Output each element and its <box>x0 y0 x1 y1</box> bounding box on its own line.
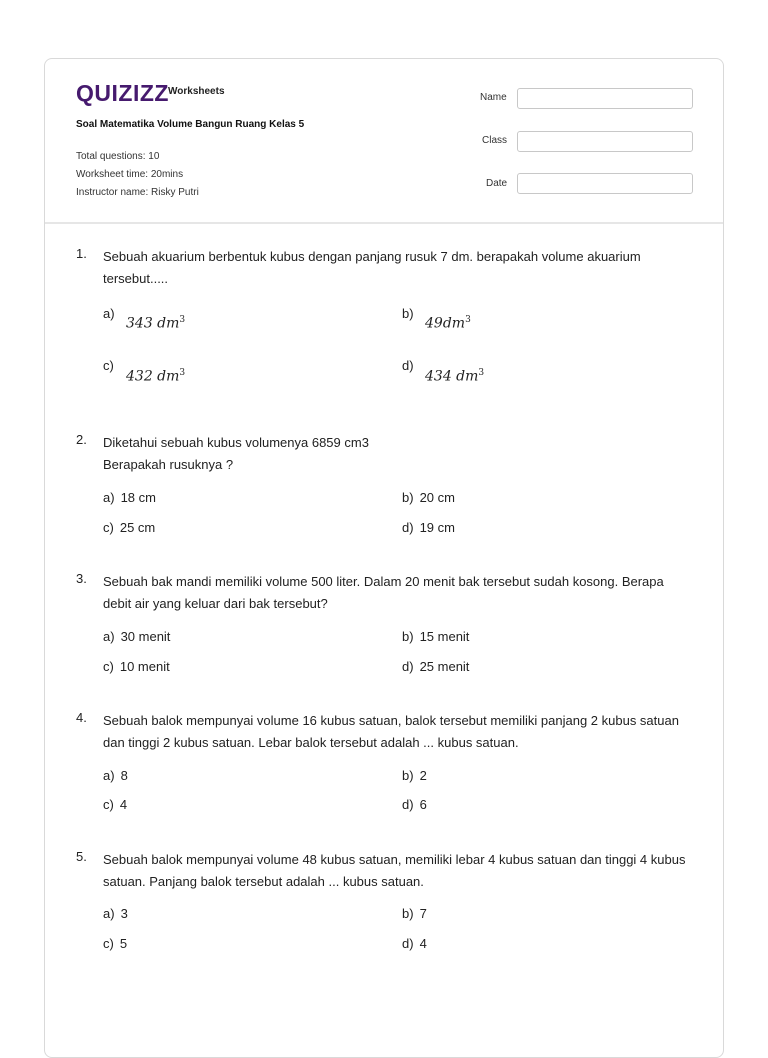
worksheet-title: Soal Matematika Volume Bangun Ruang Kelas 5 <box>76 119 305 130</box>
question-number: 3. <box>76 571 87 586</box>
class-field[interactable] <box>517 131 693 152</box>
option-d: d) 4 <box>402 936 427 951</box>
question-text: Sebuah balok mempunyai volume 48 kubus satuan, memiliki lebar 4 kubus satuan dan tinggi 4 kubus satuan. Panjang balok tersebut adalah ... kubus satuan. <box>103 852 686 889</box>
option-b-value: $49dm^3$ <box>425 315 471 332</box>
option-d-value: 434 $dm^3$ <box>425 368 485 385</box>
option-b: b) 20 cm <box>402 490 455 505</box>
option-d: d) 6 <box>402 797 427 812</box>
question-number: 5. <box>76 849 87 864</box>
logo-subtitle: Worksheets <box>168 86 225 97</box>
option-a: a) 18 cm <box>103 490 156 505</box>
instructor-name: Instructor name: Risky Putri <box>76 187 199 198</box>
question-text: Sebuah bak mandi memiliki volume 500 liter. Dalam 20 menit bak tersebut sudah kosong. Berapa debit air yang keluar dari bak tersebut? <box>103 574 664 611</box>
option-letter: a) <box>103 306 115 321</box>
option-d: d) 19 cm <box>402 520 455 535</box>
option-d <box>402 358 414 373</box>
option-letter: c) <box>103 358 114 373</box>
question-number: 1. <box>76 246 87 261</box>
question-text-line-2: Berapakah rusuknya ? <box>103 457 234 472</box>
date-field[interactable] <box>517 173 693 194</box>
option-c <box>103 358 114 373</box>
option-c: c) 4 <box>103 797 128 812</box>
option-c: c) 25 cm <box>103 520 156 535</box>
worksheet-page <box>44 58 724 1058</box>
option-a: a) 3 <box>103 906 128 921</box>
quizizz-logo: QUIZIZZ <box>76 80 169 106</box>
name-label: Name <box>480 92 507 103</box>
option-d: d) 25 menit <box>402 659 470 674</box>
option-a: a) 30 menit <box>103 629 171 644</box>
option-letter: b) <box>402 306 414 321</box>
question-number: 4. <box>76 710 87 725</box>
class-label: Class <box>482 135 508 146</box>
question-text: Sebuah akuarium berbentuk kubus dengan panjang rusuk 7 dm. berapakah volume akuarium tersebut..... <box>103 249 641 286</box>
option-c: c) 10 menit <box>103 659 170 674</box>
option-c: c) 5 <box>103 936 128 951</box>
total-questions: Total questions: 10 <box>76 151 160 162</box>
option-a <box>103 306 115 321</box>
worksheet-header <box>45 59 723 224</box>
option-a: a) 8 <box>103 768 128 783</box>
option-b: b) 15 menit <box>402 629 470 644</box>
question-text-line-1: Diketahui sebuah kubus volumenya 6859 cm3 <box>103 435 369 450</box>
question-text <box>103 432 693 476</box>
name-field[interactable] <box>517 88 693 109</box>
option-a-value: 343 $dm^3$ <box>126 315 186 332</box>
date-label: Date <box>486 178 508 189</box>
worksheet-time: Worksheet time: 20mins <box>76 169 184 180</box>
option-b <box>402 306 414 321</box>
option-c-value: 432 $dm^3$ <box>126 368 186 385</box>
question-number: 2. <box>76 432 87 447</box>
option-b: b) 2 <box>402 768 427 783</box>
option-letter: d) <box>402 358 414 373</box>
option-b: b) 7 <box>402 906 427 921</box>
question-text: Sebuah balok mempunyai volume 16 kubus satuan, balok tersebut memiliki panjang 2 kubus satuan dan tinggi 2 kubus satuan. Lebar balok tersebut adalah ... kubus satuan. <box>103 713 679 750</box>
